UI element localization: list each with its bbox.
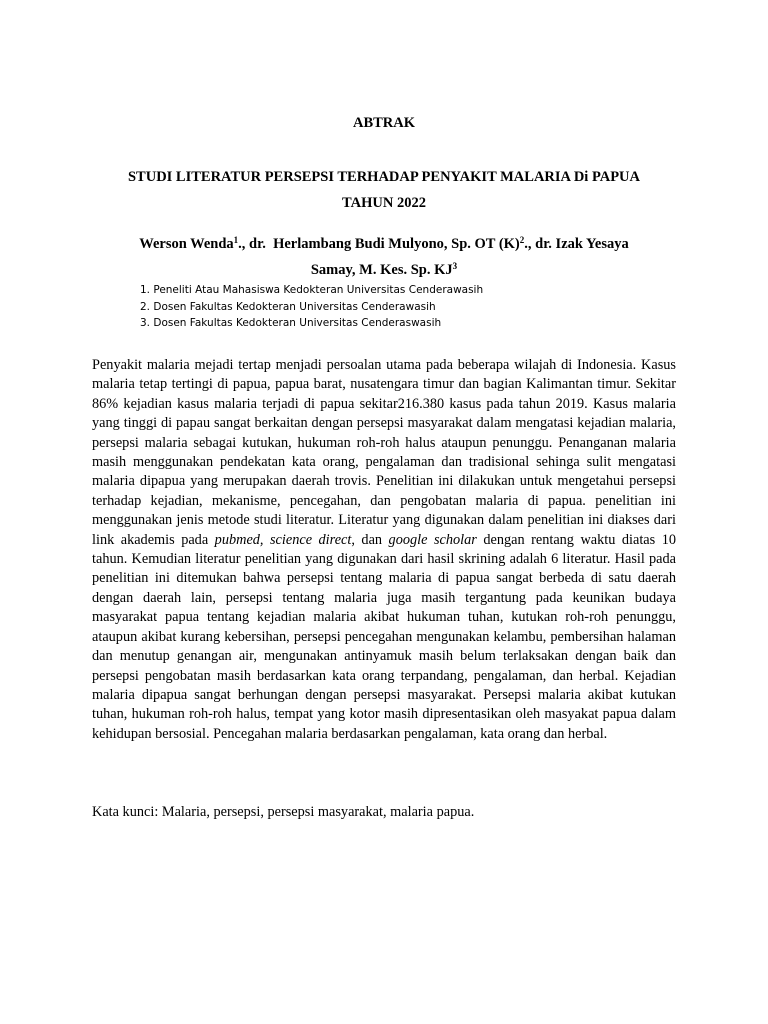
author-3-superscript: 3 <box>452 261 458 271</box>
abstract-italic-google-scholar: google scholar <box>388 531 477 548</box>
author-1-superscript: 1 <box>233 235 239 245</box>
abstract-heading: ABTRAK <box>352 115 416 131</box>
affiliation-list <box>140 282 483 332</box>
abstract-text-3: dengan rentang waktu diatas 10 tahun. Kemudian literatur penelitian yang digunakan dari hasil skrining adalah 6 literatur. Hasil pada penelitian ini ditemukan bahwa persepsi tentang malaria di papua sangat berbeda di satu daerah dengan daerah lain, persepsi tentang malaria juga masih tergantung pada keunikan budaya masyarakat papua tentang kejadian malaria akibat hukuman tuhan, kutukan roh-roh penunggu, ataupun akibat kurang kebersihan, persepsi pencegahan mengunakan kelambu, pembersihan halaman dan menutup genangan air, mengunakan antinyamuk masih belum terlaksakan dengan baik dan persepsi pengobatan masih berdasarkan kata orang terpandang, pengalaman, dan herbal. Kejadian malaria dipapua sangat berhungan dengan persepsi masyarakat. Persepsi malaria akibat kutukan tuhan, hukuman roh-roh halus, tempat yang kotor masih dipresentasikan oleh masyakat papua dalam kehidupan bersosial. Pencegahan malaria berdasarkan pengalaman, kata orang dan herbal. <box>92 531 676 742</box>
author-line-1 <box>92 231 676 257</box>
abstract-italic-sources: pubmed, science direct <box>214 531 352 548</box>
keywords: Kata kunci: Malaria, persepsi, persepsi masyarakat, malaria papua. <box>92 804 475 820</box>
study-title-line-2: TAHUN 2022 <box>342 195 426 211</box>
abstract-body <box>92 356 676 744</box>
affiliation-item: 2. Dosen Fakultas Kedokteran Universitas Cenderawasih <box>140 300 436 313</box>
abstract-text-1: Penyakit malaria mejadi tertap menjadi persoalan utama pada beberapa wilajah di Indonesia. Kasus malaria tetap tertingi di papua, papua barat, nusatengara timur dan bagian Kalimantan timur. Sekitar 86% kejadian kasus malaria terjadi di papua sekitar216.380 kasus pada tahun 2019. Kasus malaria yang tinggi di papau sangat berkaitan dengan persepsi masyarakat dalam mengatasi kejadian malaria, persepsi malaria sebagai kutukan, hukuman roh-roh halus ataupun penunggu. Penanganan malaria masih menggunakan pendekatan kata orang, pengalaman dan tradisional sehinga sulit mengatasi malaria dipapua yang merupakan daerah trovis. Penelitian ini dilakukan untuk mengetahui persepsi terhadap kejadian, mekanisme, pencegahan, dan pengobatan malaria di papua. penelitian ini menggunakan jenis metode studi literatur. Literatur yang digunakan dalam penelitian ini diakses dari link akademis pada <box>92 357 676 548</box>
affiliation-item: 1. Peneliti Atau Mahasiswa Kedokteran Universitas Cenderawasih <box>140 284 484 296</box>
author-list <box>92 231 676 283</box>
study-title-line-1: STUDI LITERATUR PERSEPSI TERHADAP PENYAKIT MALARIA Di PAPUA <box>127 169 641 185</box>
author-3-name: Samay, M. Kes. Sp. KJ <box>310 262 453 278</box>
author-separator-2: ., dr. Izak Yesaya <box>524 236 629 252</box>
author-1-name: Werson Wenda <box>139 236 234 252</box>
study-title <box>92 164 676 216</box>
affiliation-item: 3. Dosen Fakultas Kedokteran Universitas Cenderaswasih <box>140 317 442 329</box>
author-2-name: Herlambang Budi Mulyono, Sp. OT (K) <box>273 236 520 252</box>
author-2-superscript: 2 <box>519 235 525 245</box>
author-line-2 <box>92 257 676 283</box>
abstract-text-2: , dan <box>351 531 389 548</box>
author-separator-1: ., dr. <box>238 236 274 252</box>
